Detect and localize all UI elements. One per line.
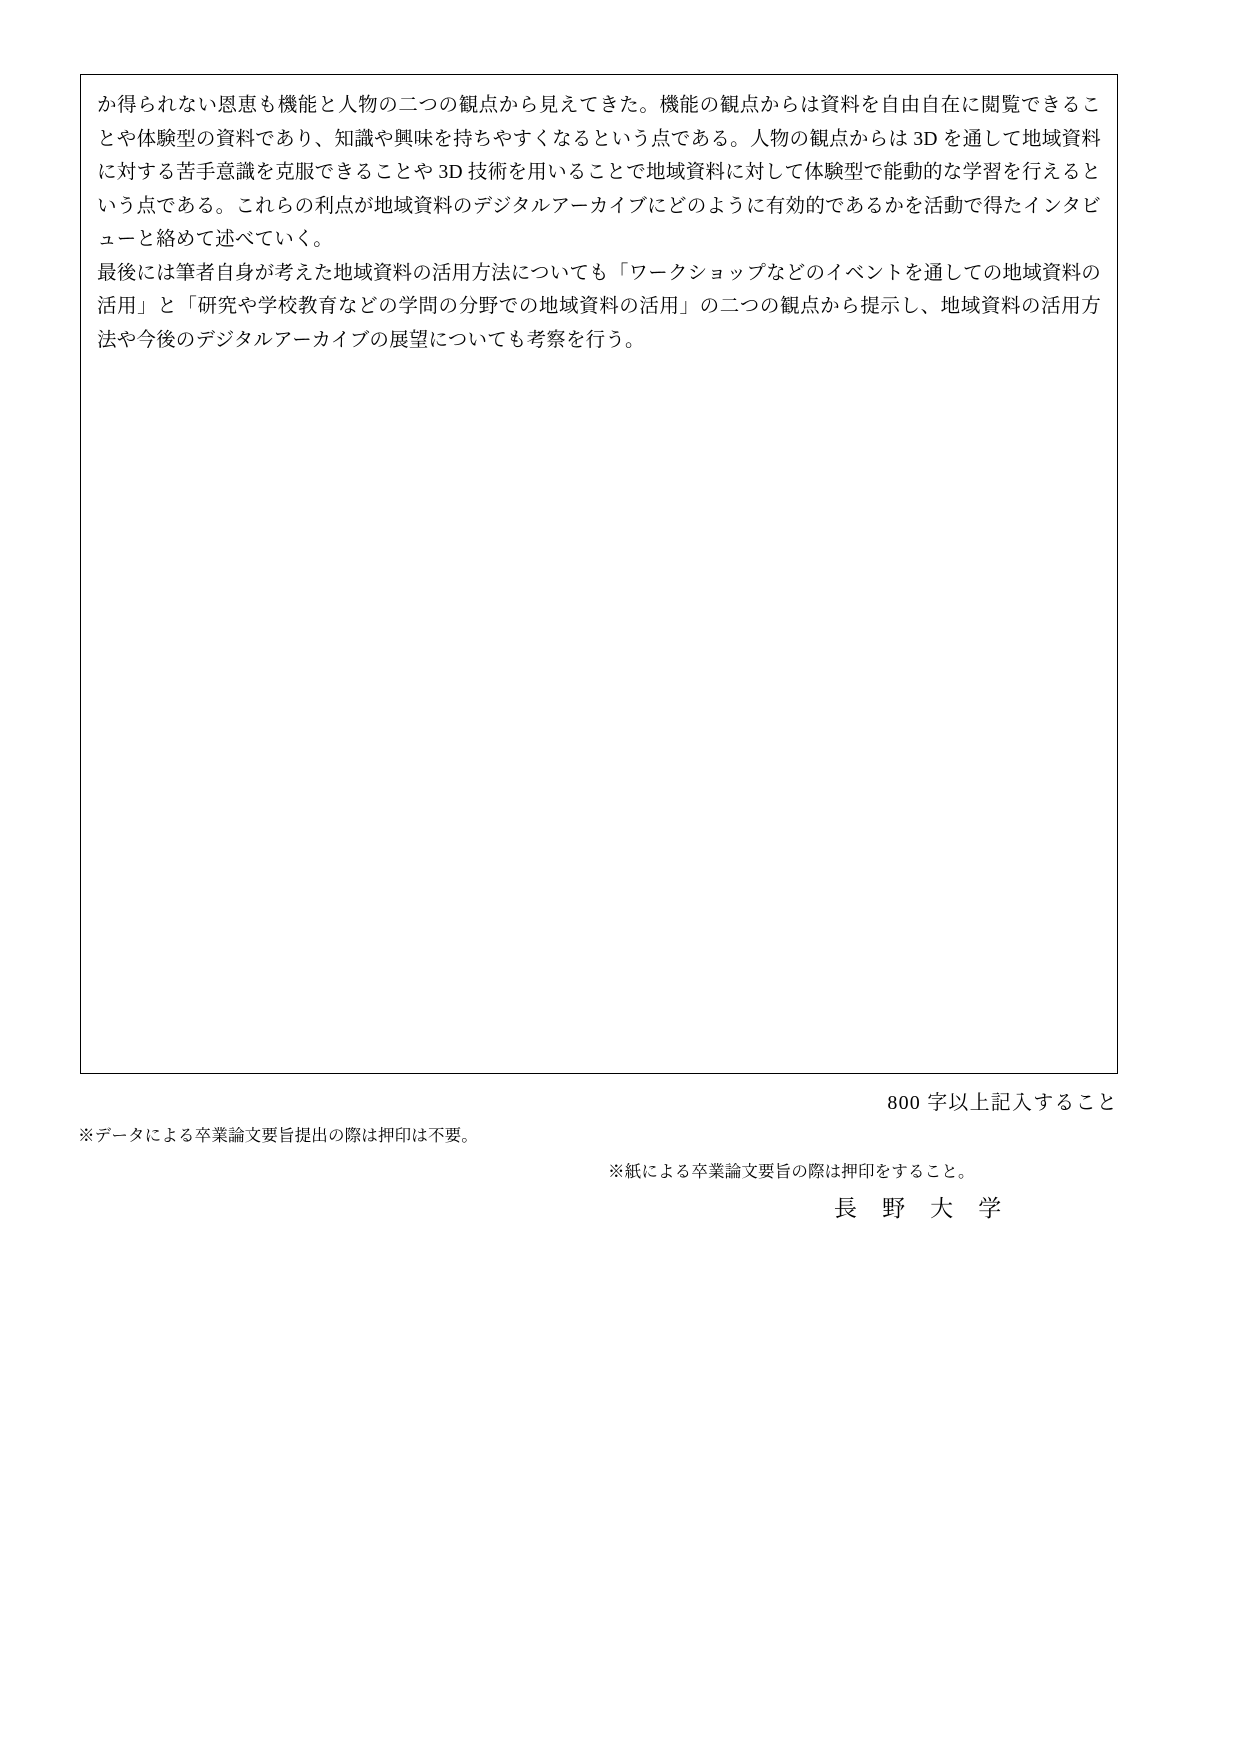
abstract-body [97, 89, 1101, 357]
char-count-note: 800 字以上記入すること [887, 1092, 1118, 1114]
abstract-paragraph-1: か得られない恩恵も機能と人物の二つの観点から見えてきた。機能の観点からは資料を自由自在に閲覧できることや体験型の資料であり、知識や興味を持ちやすくなるという点である。人物の観点からは 3D を通して地域資料に対する苦手意識を克服できることや 3D 技術を用いることで地域資料に対して体験型で能動的な学習を行えるという点である。これらの利点が地域資料のデジタルアーカイブにどのように有効的であるかを活動で得たインタビューと絡めて述べていく。 [97, 95, 1101, 251]
university-name: 長 野 大 学 [834, 1196, 1011, 1221]
abstract-text-box [80, 74, 1118, 1074]
abstract-paragraph-2: 最後には筆者自身が考えた地域資料の活用方法についても「ワークショップなどのイベントを通しての地域資料の活用」と「研究や学校教育などの学問の分野での地域資料の活用」の二つの観点から提示し、地域資料の活用方法や今後のデジタルアーカイブの展望についても考察を行う。 [97, 262, 1101, 351]
note-data-submission: ※データによる卒業論文要旨提出の際は押印は不要。 [78, 1126, 478, 1145]
note-paper-submission: ※紙による卒業論文要旨の際は押印をすること。 [608, 1162, 975, 1181]
